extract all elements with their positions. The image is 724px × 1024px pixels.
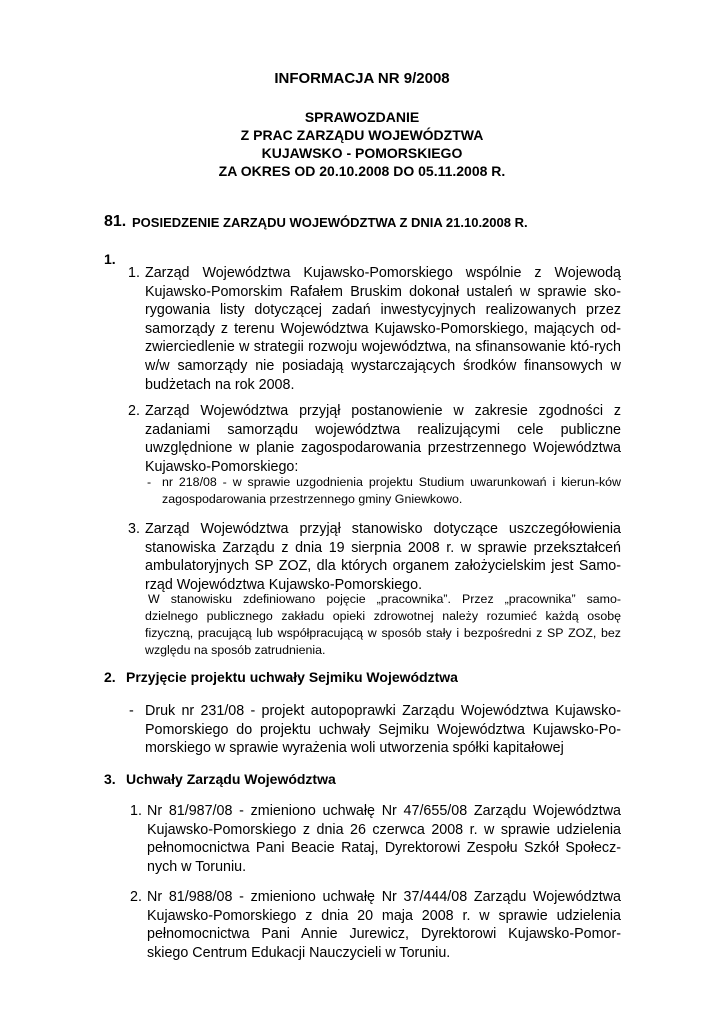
- section-2-text: Druk nr 231/08 - projekt autopoprawki Zarządu Województwa Kujawsko-Pomorskiego do projektu uchwały Sejmiku Województwa Kujawsko-Po-morskiego w sprawie wyrażenia woli utworzenia spółki kapitałowej: [145, 703, 621, 757]
- document-title: INFORMACJA NR 9/2008: [274, 70, 450, 87]
- section-1-item-1-number: 1.: [128, 265, 140, 281]
- meeting-number: 81.: [104, 213, 127, 230]
- section-3-item-2-text: Nr 81/988/08 - zmieniono uchwałę Nr 37/444/08 Zarządu Województwa Kujawsko-Pomorskiego z dnia 20 maja 2008 r. w sprawie udzielenia pełnomocnictwa Pani Annie Jurewicz, Dyrektorowi Kujawsko-Pomor-skiego Centrum Edukacji Nauczycieli w Toruniu.: [147, 889, 621, 961]
- section-1-item-2-dash: -: [147, 475, 152, 489]
- section-3-heading: Uchwały Zarządu Województwa: [126, 771, 336, 787]
- report-subtitle-line-1: SPRAWOZDANIE: [304, 109, 420, 125]
- section-1-item-2-subitem: nr 218/08 - w sprawie uzgodnienia projektu Studium uwarunkowań i kierun-ków zagospodarowania przestrzennego gminy Gniewkowo.: [162, 475, 621, 506]
- report-subtitle-line-4: ZA OKRES OD 20.10.2008 DO 05.11.2008 R.: [218, 163, 506, 179]
- section-1-number: 1.: [104, 251, 116, 267]
- section-1-item-3-text: Zarząd Województwa przyjął stanowisko dotyczące uszczegółowienia stanowiska Zarządu z dnia 19 sierpnia 2008 r. w sprawie przekształceń ambulatoryjnych SP ZOZ, dla których organem założycielskim jest Samo-rząd Województwa Kujawsko-Pomorskiego.: [145, 521, 621, 593]
- report-subtitle-line-3: KUJAWSKO - POMORSKIEGO: [261, 145, 463, 161]
- section-1-item-3-note: W stanowisku zdefiniowano pojęcie „pracownika”. Przez „pracownika” samo-dzielnego publicznego zakładu opieki zdrowotnej należy rozumieć każdą osobę fizyczną, pracującą lub współpracującą w sposób stały i bezpośredni z SP ZOZ, bez względu na sposób zatrudnienia.: [145, 592, 621, 657]
- section-3-number: 3.: [104, 771, 116, 787]
- section-1-item-3-number: 3.: [128, 521, 140, 537]
- section-2-heading: Przyjęcie projektu uchwały Sejmiku Województwa: [126, 669, 458, 685]
- section-2-number: 2.: [104, 669, 116, 685]
- section-3-item-2-number: 2.: [130, 889, 142, 905]
- section-1-item-2-number: 2.: [128, 403, 140, 419]
- section-3-item-1-number: 1.: [130, 803, 142, 819]
- section-2-dash: -: [129, 703, 134, 719]
- section-1-item-2-text: Zarząd Województwa przyjął postanowienie w zakresie zgodności z zadaniami samorządu województwa realizującymi cele publiczne uwzględnione w planie zagospodarowania przestrzennego Województwa Kujawsko-Pomorskiego:: [145, 403, 621, 475]
- report-subtitle-line-2: Z PRAC ZARZĄDU WOJEWÓDZTWA: [240, 127, 484, 143]
- section-1-item-1-text: Zarząd Województwa Kujawsko-Pomorskiego wspólnie z Wojewodą Kujawsko-Pomorskim Rafałem Bruskim dokonał ustaleń w sprawie sko-rygowania listy dotyczącej zadań inwestycyjnych realizowanych przez samorządy z terenu Województwa Kujawsko-Pomorskiego, mających od-zwierciedlenie w strategii rozwoju województwa, na sfinansowanie któ-rych w/w samorządy nie posiadają wystarczających środków finansowych w budżetach na rok 2008.: [145, 265, 621, 393]
- section-3-item-1-text: Nr 81/987/08 - zmieniono uchwałę Nr 47/655/08 Zarządu Województwa Kujawsko-Pomorskiego z dnia 26 czerwca 2008 r. w sprawie udzielenia pełnomocnictwa Pani Beacie Rataj, Dyrektorowi Zespołu Szkół Społecz-nych w Toruniu.: [147, 803, 621, 875]
- meeting-title: POSIEDZENIE ZARZĄDU WOJEWÓDZTWA Z DNIA 21.10.2008 R.: [132, 215, 528, 230]
